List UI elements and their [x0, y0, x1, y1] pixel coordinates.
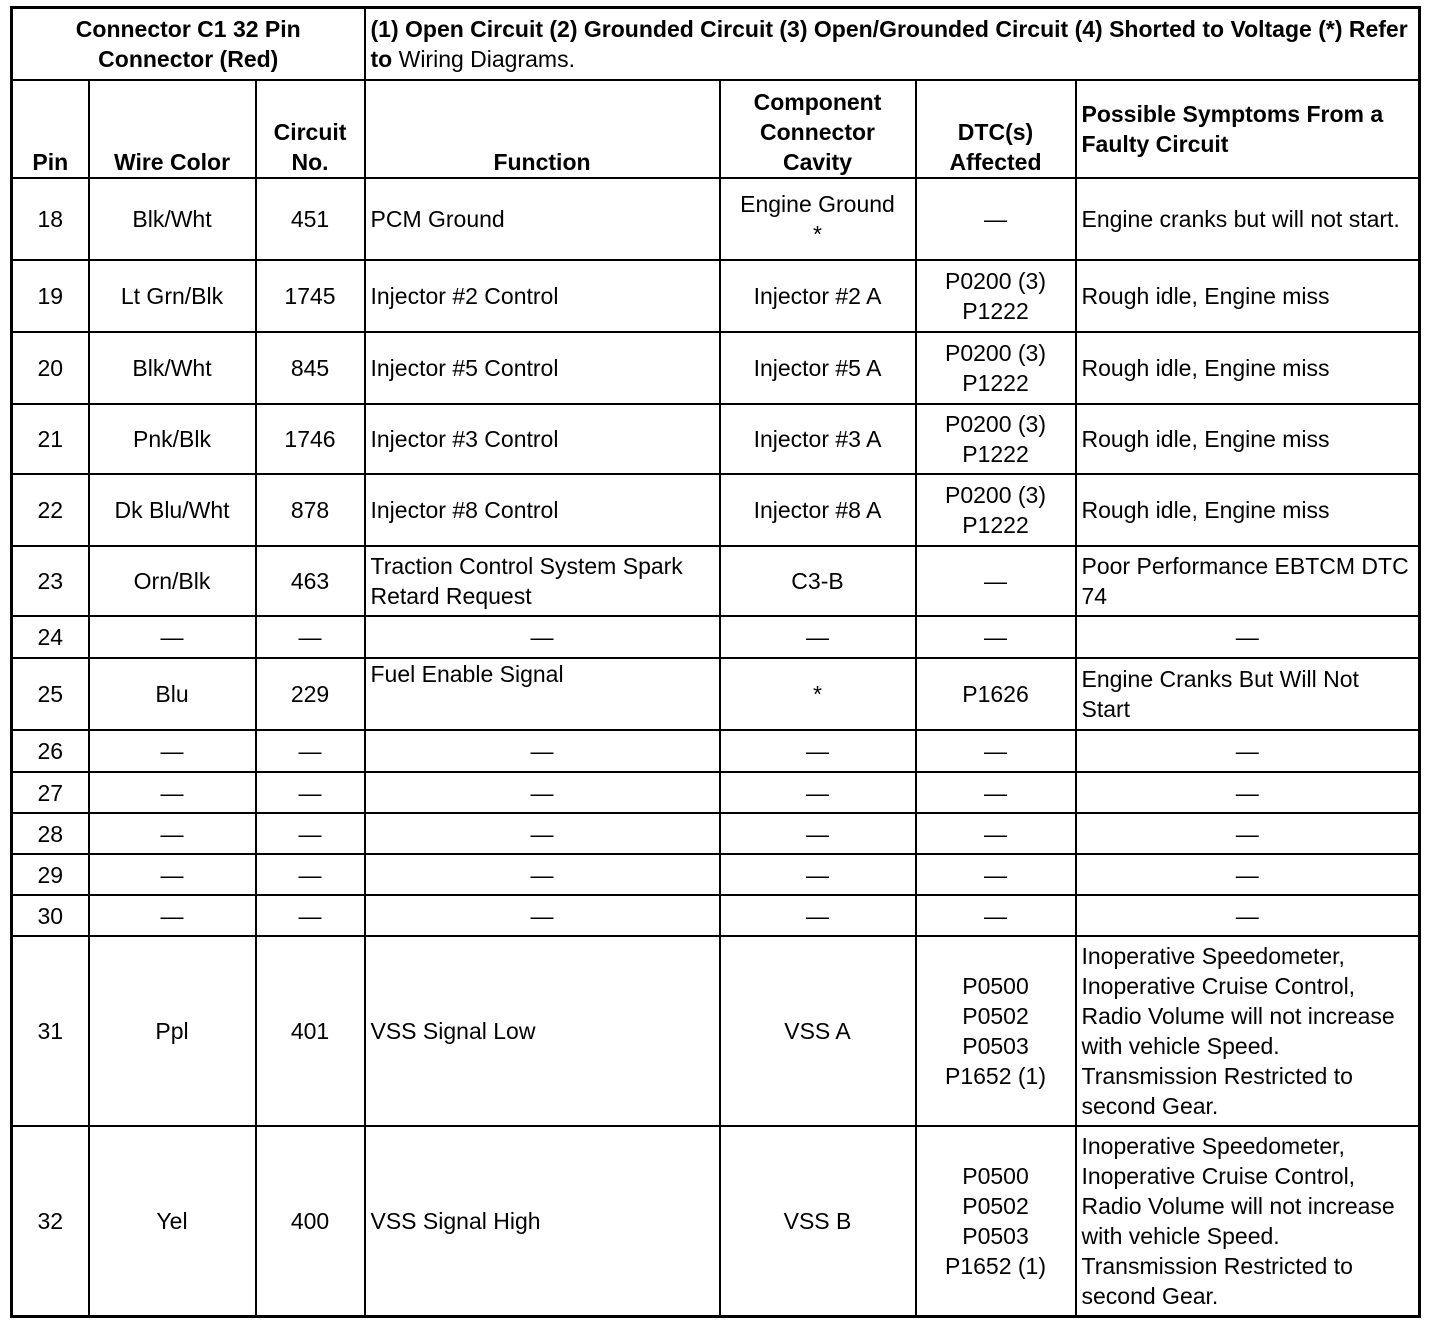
cell-function: — [365, 616, 720, 658]
cell-dtc: — [916, 813, 1076, 854]
cell-symptoms: — [1076, 813, 1420, 854]
cell-wire-color: Blk/Wht [89, 332, 256, 404]
cell-function: PCM Ground [365, 178, 720, 260]
cell-function: Injector #3 Control [365, 404, 720, 474]
cell-function: — [365, 854, 720, 895]
cell-dtc: — [916, 895, 1076, 936]
cell-wire-color: Yel [89, 1126, 256, 1316]
table-row [12, 895, 1420, 936]
cell-wire-color: — [89, 813, 256, 854]
cell-symptoms: Inoperative Speedometer, Inoperative Cruise Control, Radio Volume will not increase with vehicle Speed. Transmission Restricted to second Gear. [1076, 936, 1420, 1126]
cell-wire-color: — [89, 772, 256, 813]
cell-symptoms: Engine cranks but will not start. [1076, 178, 1420, 260]
col-header-function: Function [365, 80, 720, 178]
cell-pin: 29 [12, 854, 89, 895]
cell-pin: 23 [12, 546, 89, 616]
cell-dtc: P0500 P0502 P0503 P1652 (1) [916, 936, 1076, 1126]
cell-circuit-no: 229 [256, 658, 365, 730]
col-header-pin: Pin [12, 80, 89, 178]
cell-circuit-no: — [256, 730, 365, 772]
cell-wire-color: Orn/Blk [89, 546, 256, 616]
cell-function: Injector #5 Control [365, 332, 720, 404]
cell-wire-color: Ppl [89, 936, 256, 1126]
cell-symptoms: Rough idle, Engine miss [1076, 332, 1420, 404]
cell-symptoms: Engine Cranks But Will Not Start [1076, 658, 1420, 730]
cell-cavity: — [720, 772, 916, 813]
cell-dtc: P1626 [916, 658, 1076, 730]
cell-dtc: P0200 (3) P1222 [916, 404, 1076, 474]
cell-cavity: — [720, 616, 916, 658]
cell-function: Injector #8 Control [365, 474, 720, 546]
cell-function: — [365, 730, 720, 772]
cell-function: — [365, 813, 720, 854]
cell-symptoms: Poor Performance EBTCM DTC 74 [1076, 546, 1420, 616]
cell-wire-color: — [89, 854, 256, 895]
cell-pin: 22 [12, 474, 89, 546]
cell-cavity: * [720, 658, 916, 730]
table-body [12, 178, 1420, 1316]
cell-dtc: P0200 (3) P1222 [916, 260, 1076, 332]
cell-dtc: — [916, 546, 1076, 616]
cell-circuit-no: — [256, 772, 365, 813]
cell-circuit-no: 451 [256, 178, 365, 260]
cell-symptoms: Rough idle, Engine miss [1076, 260, 1420, 332]
table-row [12, 474, 1420, 546]
cell-pin: 20 [12, 332, 89, 404]
cell-circuit-no: 1746 [256, 404, 365, 474]
cell-cavity: — [720, 813, 916, 854]
cell-dtc: P0200 (3) P1222 [916, 332, 1076, 404]
cell-pin: 26 [12, 730, 89, 772]
cell-pin: 18 [12, 178, 89, 260]
cell-pin: 19 [12, 260, 89, 332]
table-row [12, 658, 1420, 730]
cell-function: Fuel Enable Signal [365, 658, 720, 730]
cell-dtc: — [916, 772, 1076, 813]
cell-symptoms: — [1076, 895, 1420, 936]
cell-function: — [365, 895, 720, 936]
table-row [12, 936, 1420, 1126]
cell-dtc: P0500 P0502 P0503 P1652 (1) [916, 1126, 1076, 1316]
connector-title: Connector C1 32 Pin Connector (Red) [12, 8, 365, 81]
cell-circuit-no: — [256, 813, 365, 854]
table-row [12, 772, 1420, 813]
connector-pinout-table [10, 6, 1421, 1318]
cell-cavity: Injector #5 A [720, 332, 916, 404]
cell-function: VSS Signal High [365, 1126, 720, 1316]
table-row [12, 260, 1420, 332]
cell-dtc: — [916, 616, 1076, 658]
cell-wire-color: Lt Grn/Blk [89, 260, 256, 332]
cell-symptoms: — [1076, 772, 1420, 813]
cell-dtc: P0200 (3) P1222 [916, 474, 1076, 546]
cell-wire-color: — [89, 895, 256, 936]
table-row [12, 546, 1420, 616]
table-row [12, 1126, 1420, 1316]
cell-wire-color: — [89, 616, 256, 658]
cell-pin: 21 [12, 404, 89, 474]
cell-symptoms: Rough idle, Engine miss [1076, 474, 1420, 546]
cell-circuit-no: 845 [256, 332, 365, 404]
col-header-wire-color: Wire Color [89, 80, 256, 178]
cell-cavity: Injector #2 A [720, 260, 916, 332]
cell-function: — [365, 772, 720, 813]
col-header-dtc: DTC(s) Affected [916, 80, 1076, 178]
cell-wire-color: Blk/Wht [89, 178, 256, 260]
legend-normal: Wiring Diagrams. [398, 46, 575, 72]
cell-symptoms: — [1076, 854, 1420, 895]
cell-dtc: — [916, 730, 1076, 772]
cell-cavity: — [720, 895, 916, 936]
cell-symptoms: Inoperative Speedometer, Inoperative Cruise Control, Radio Volume will not increase with vehicle Speed. Transmission Restricted to second Gear. [1076, 1126, 1420, 1316]
cell-wire-color: — [89, 730, 256, 772]
legend-text [365, 8, 1420, 81]
cell-circuit-no: — [256, 895, 365, 936]
cell-symptoms: Rough idle, Engine miss [1076, 404, 1420, 474]
table-row [12, 178, 1420, 260]
cell-function: VSS Signal Low [365, 936, 720, 1126]
table-row [12, 813, 1420, 854]
table-row [12, 854, 1420, 895]
table-row [12, 404, 1420, 474]
legend-bold: (1) Open Circuit (2) Grounded Circuit (3) Open/Grounded Circuit (4) Shorted to Voltage (*) Refer to [370, 16, 1408, 72]
cell-cavity: Engine Ground * [720, 178, 916, 260]
cell-pin: 25 [12, 658, 89, 730]
cell-circuit-no: 401 [256, 936, 365, 1126]
cell-wire-color: Dk Blu/Wht [89, 474, 256, 546]
col-header-symptoms: Possible Symptoms From a Faulty Circuit [1076, 80, 1420, 178]
cell-circuit-no: 400 [256, 1126, 365, 1316]
cell-pin: 31 [12, 936, 89, 1126]
cell-dtc: — [916, 854, 1076, 895]
cell-cavity: Injector #3 A [720, 404, 916, 474]
cell-circuit-no: — [256, 854, 365, 895]
cell-function: Traction Control System Spark Retard Request [365, 546, 720, 616]
table-row [12, 332, 1420, 404]
cell-circuit-no: 878 [256, 474, 365, 546]
cell-pin: 27 [12, 772, 89, 813]
cell-symptoms: — [1076, 730, 1420, 772]
cell-dtc: — [916, 178, 1076, 260]
cell-pin: 32 [12, 1126, 89, 1316]
cell-pin: 28 [12, 813, 89, 854]
table-row [12, 616, 1420, 658]
cell-circuit-no: — [256, 616, 365, 658]
cell-function: Injector #2 Control [365, 260, 720, 332]
column-header-row [12, 80, 1420, 178]
cell-pin: 30 [12, 895, 89, 936]
cell-wire-color: Pnk/Blk [89, 404, 256, 474]
cell-cavity: — [720, 730, 916, 772]
cell-circuit-no: 463 [256, 546, 365, 616]
cell-cavity: VSS B [720, 1126, 916, 1316]
col-header-cavity: Component Connector Cavity [720, 80, 916, 178]
cell-cavity: C3-B [720, 546, 916, 616]
table-title-row [12, 8, 1420, 81]
cell-circuit-no: 1745 [256, 260, 365, 332]
col-header-circuit-no: Circuit No. [256, 80, 365, 178]
cell-symptoms: — [1076, 616, 1420, 658]
cell-wire-color: Blu [89, 658, 256, 730]
cell-pin: 24 [12, 616, 89, 658]
cell-cavity: Injector #8 A [720, 474, 916, 546]
cell-cavity: VSS A [720, 936, 916, 1126]
table-row [12, 730, 1420, 772]
cell-cavity: — [720, 854, 916, 895]
